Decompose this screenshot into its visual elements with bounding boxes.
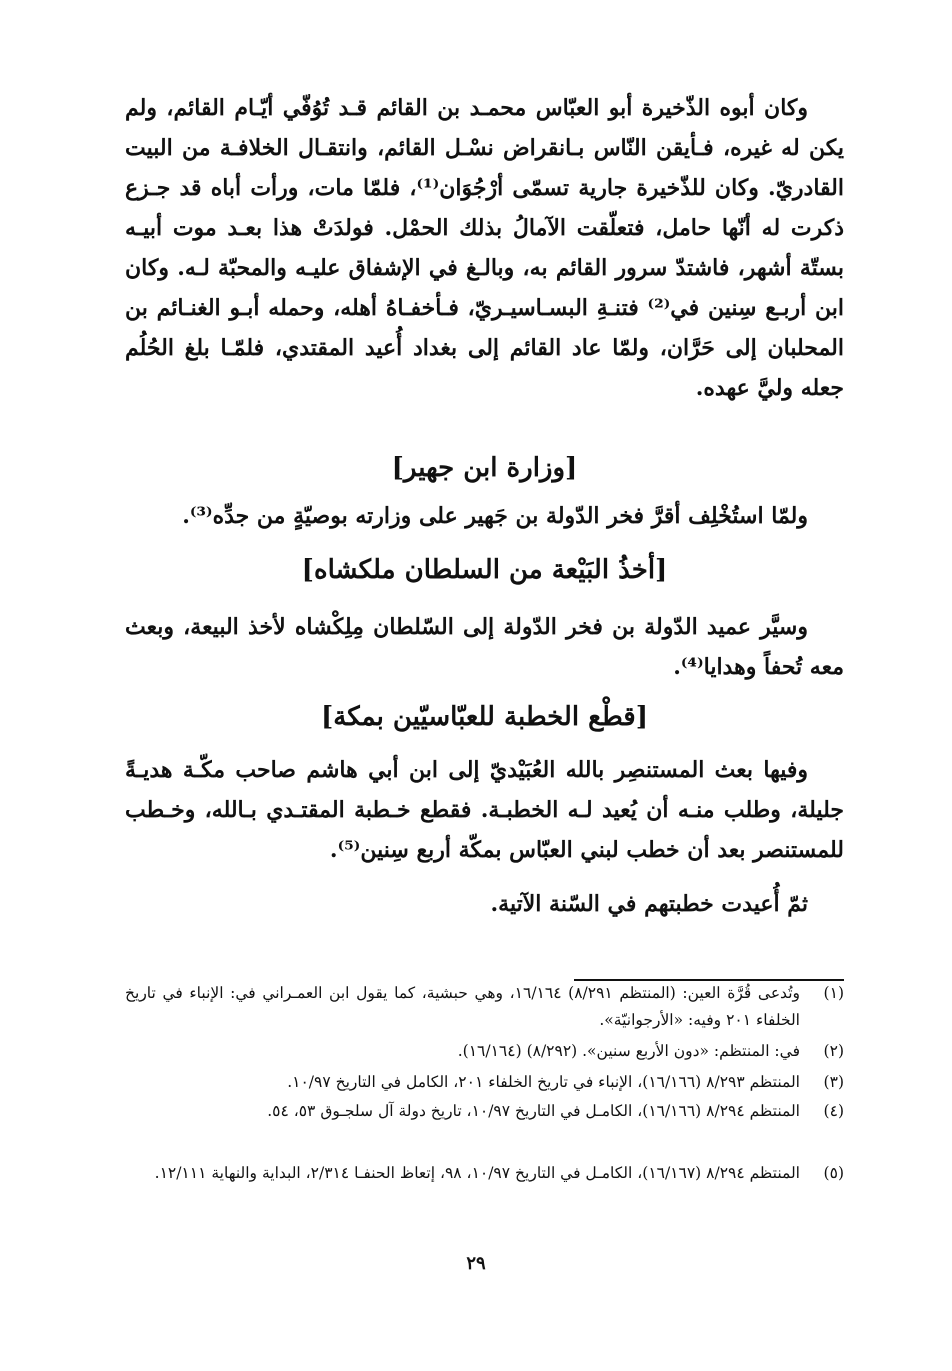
footnote-4: [125, 1098, 844, 1125]
heading-wazarat-ibn-jahir: [وزارة ابن جهير]: [391, 453, 578, 483]
footnote-5: [125, 1160, 844, 1187]
footnote-text: المنتظم ٨/٢٩٤ (١٦/١٦٧)، الكامـل في التاريخ ١٠/٩٧، ٩٨، إتعاظ الحنفـا ٢/٣١٤، البداية والنهاية ١٢/١١١.: [154, 1164, 800, 1182]
footnote-3: [125, 1069, 844, 1096]
heading-qat-al-khutba: [قطْع الخطبة للعبّاسيّين بمكة]: [320, 702, 649, 732]
footnote-number: (٣): [823, 1073, 844, 1091]
footnote-text: المنتظم ٨/٢٩٣ (١٦/١٦٦)، الإنباء في تاريخ الخلفاء ٢٠١، الكامل في التاريخ ١٠/٩٧.: [287, 1073, 800, 1091]
footnote-text: المنتظم ٨/٢٩٤ (١٦/١٦٦)، الكامـل في التاريخ ١٠/٩٧، تاريخ دولة آل سلجـوق ٥٣، ٥٤.: [267, 1102, 800, 1120]
page-number: ٢٩: [466, 1253, 486, 1274]
footnote-2: [125, 1038, 844, 1065]
footnote-text: في: المنتظم: «دون الأربع سنين». (٨/٢٩٢) (١٦/١٦٤).: [457, 1042, 800, 1060]
footnote-number: (٤): [823, 1102, 844, 1120]
heading-akhdh-al-bayah: [أخذُ البَيْعة من السلطان ملكشاه]: [301, 555, 668, 585]
paragraph-abu-dhakhira: وكان أبوه الذّخيرة أبو العبّاس محمـد بن القائم قـد تُوُفّي أيّـام القائم، ولم يكن له غيره، فـأيقن النّاس بـانقراض نسْـل القائم، وانتقـال الخلافـة من البيت القادريّ. وكان للذّخيرة جارية تسمّى أرْجُوَان⁽¹⁾، فلمّا مات، ورأت أباه قد جـزع ذكرت له أنّها حامل، فتعلّقت الآمالُ بذلك الحمْل. فولدَتْ هذا بعـد موت أبيـه بستّة أشهر، فاشتدّ سرور القائم به، وبالـغ في الإشفاق عليـه والمحبّة لـه. وكان ابن أربـع سِنين في⁽²⁾ فتنـةِ البسـاسيـريّ، فـأخفـاهُ أهله، وحمله أبـو الغنـائم بن المحلبان إلى حَرَّان، ولمّا عاد القائم إلى بغداد أُعيد المقتدي، فلمّـا بلغ الحُلُم جعله وليَّ عهده.: [125, 95, 844, 401]
footnote-number: (١): [823, 984, 844, 1002]
footnote-text: وتُدعى قُرَّة العين: (المنتظم ٨/٢٩١) ١٦/١٦٤، وهي حبشية، كما يقول ابن العمـراني في: الإنباء في تاريخ الخلفاء ٢٠١ وفيه: «الأرجوانيّة».: [125, 984, 800, 1029]
footnote-1: [125, 980, 844, 1034]
footnote-number: (٥): [823, 1164, 844, 1182]
paragraph-restored-khutba: ثمّ أُعيدت خطبتهم في السّنة الآتية.: [490, 891, 808, 917]
paragraph-wazara: ولمّا استُخْلِف أقرَّ فخر الدّولة بن جَهير على وزارته بوصيّةٍ من جدِّه⁽³⁾.: [182, 503, 808, 529]
paragraph-khutba-mecca: وفيها بعث المستنصِر بالله العُبَيْديّ إلى ابن أبي هاشم صاحب مكّـة هديـةً جليلة، وطلب منـه أن يُعيد لـه الخطبـة. فقطع خـطبة المقتـدي بـالله، وخـطب للمستنصر بعد أن خطب لبني العبّاس بمكّة أربع سِنين⁽⁵⁾.: [125, 757, 844, 863]
footnote-number: (٢): [823, 1042, 844, 1060]
paragraph-bayah: وسيَّر عميد الدّولة بن فخر الدّولة إلى السّلطان مِلِكْشاه لأخذ البيعة، وبعث معه تُحفاً وهدايا⁽⁴⁾.: [125, 614, 844, 680]
